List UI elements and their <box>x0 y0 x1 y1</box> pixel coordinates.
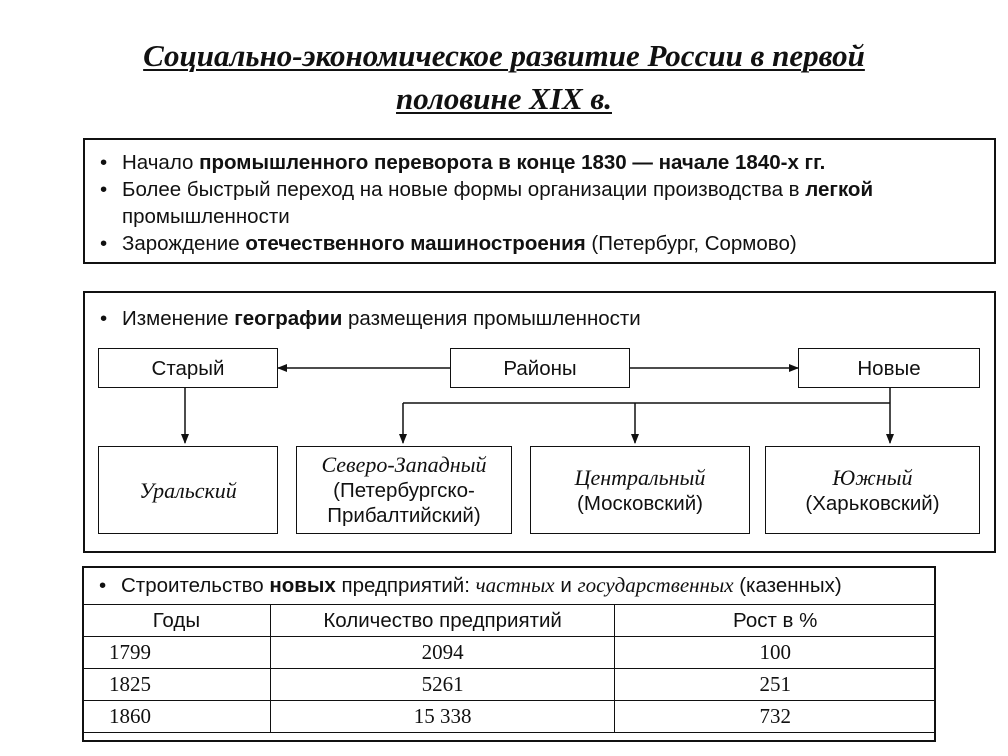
bullet-3-text: Зарождение <box>122 232 246 255</box>
tbl-head-mid1: предприятий: <box>335 574 476 597</box>
bullet-machine-building <box>98 230 982 257</box>
node-old <box>98 348 278 388</box>
region-central-sub: (Московский) <box>577 491 703 515</box>
tbl-head-post: (казенных) <box>733 574 842 597</box>
bullet-2-tail: промышленности <box>122 205 290 228</box>
bullet-1-bold: промышленного переворота в конце 1830 — начале 1840-х гг. <box>199 151 826 174</box>
cell-growth: 100 <box>615 637 936 669</box>
cell-count: 2094 <box>270 637 615 669</box>
region-northwest-name: Северо-Западный <box>321 452 487 477</box>
geography-box <box>83 291 996 553</box>
region-central-name: Центральный <box>574 464 706 490</box>
enterprises-table <box>82 604 936 733</box>
tbl-head-pre: Строительство <box>121 574 270 597</box>
title-line-2: половине XIX в. <box>396 81 612 116</box>
cell-year: 1799 <box>83 637 271 669</box>
tbl-head-private: частных <box>475 573 555 597</box>
bullet-light-industry <box>98 176 982 230</box>
region-northwest-sub-1: (Петербургско- <box>333 479 475 502</box>
node-old-label: Старый <box>151 356 225 380</box>
region-ural <box>98 446 278 534</box>
region-central <box>530 446 750 534</box>
node-new <box>798 348 980 388</box>
bullet-2-bold: легкой <box>805 178 874 201</box>
title-line-1: Социально-экономическое развитие России в первой <box>143 38 865 73</box>
tbl-head-bold: новых <box>269 574 336 597</box>
region-south-sub: (Харьковский) <box>805 491 940 515</box>
cell-count: 5261 <box>270 669 615 701</box>
node-new-label: Новые <box>857 356 921 380</box>
region-south <box>765 446 980 534</box>
enterprises-box <box>82 566 936 742</box>
geo-head-pre: Изменение <box>122 307 235 330</box>
col-header-years: Годы <box>83 605 271 637</box>
region-northwest <box>296 446 512 534</box>
cell-year: 1825 <box>83 669 271 701</box>
bullet-1-text: Начало <box>122 151 200 174</box>
node-regions <box>450 348 630 388</box>
tbl-head-mid2: и <box>554 574 578 597</box>
industrial-revolution-box <box>83 138 996 264</box>
node-regions-label: Районы <box>503 356 577 380</box>
cell-growth: 251 <box>615 669 936 701</box>
cell-count: 15 338 <box>270 701 615 733</box>
table-row <box>83 669 936 701</box>
cell-year: 1860 <box>83 701 271 733</box>
table-header-row <box>83 605 936 637</box>
table-row <box>83 637 936 669</box>
region-ural-name: Уральский <box>139 477 237 503</box>
geo-head-bold: географии <box>234 307 343 330</box>
bullet-2-text: Более быстрый переход на новые формы организации производства в <box>122 178 806 201</box>
cell-growth: 732 <box>615 701 936 733</box>
region-northwest-sub-2: Прибалтийский) <box>327 504 481 527</box>
page-title <box>40 34 968 120</box>
bullet-3-bold: отечественного машиностроения <box>245 232 586 255</box>
enterprises-heading <box>97 572 842 599</box>
col-header-growth: Рост в % <box>615 605 936 637</box>
region-south-name: Южный <box>832 464 913 490</box>
tbl-head-state: государственных <box>577 573 734 597</box>
bullet-revolution <box>98 149 982 176</box>
geo-head-post: размещения промышленности <box>342 307 641 330</box>
table-row <box>83 701 936 733</box>
col-header-count: Количество предприятий <box>270 605 615 637</box>
bullet-3-tail: (Петербург, Сормово) <box>585 232 797 255</box>
